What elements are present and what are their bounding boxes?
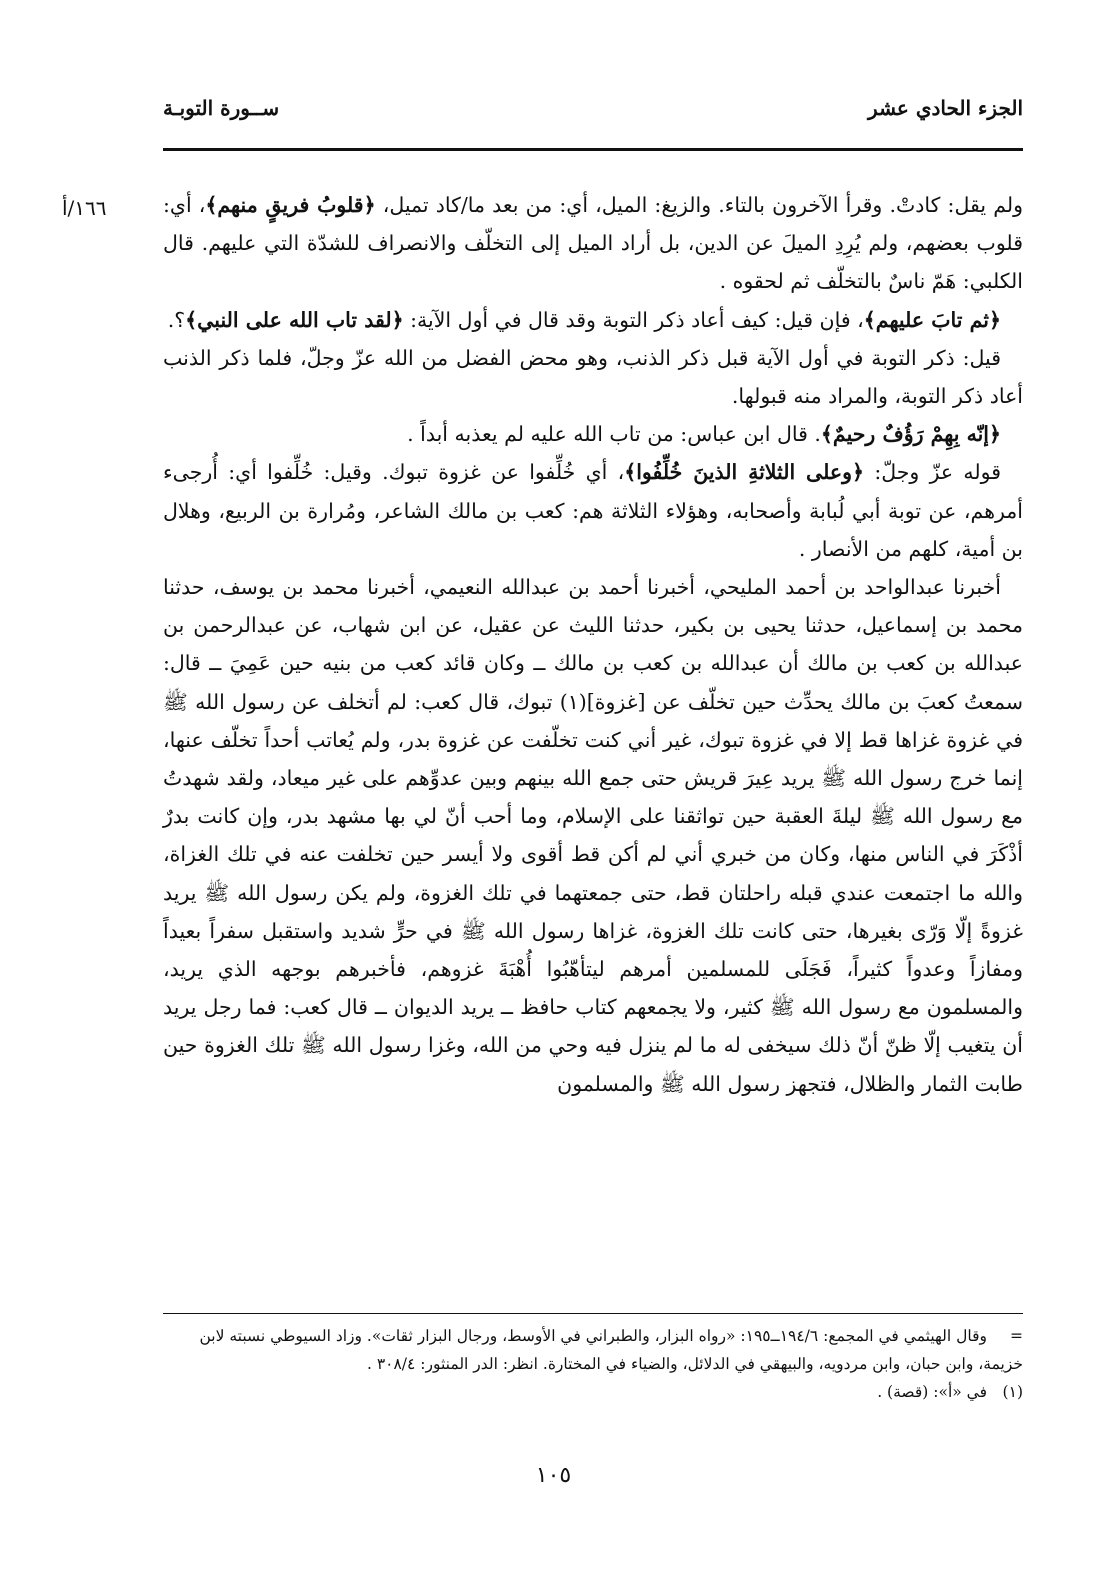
- text-segment: أخبرنا عبدالواحد بن أحمد المليحي، أخبرنا أحمد بن عبدالله النعيمي، أخبرنا محمد بن يوسف، حدثنا محمد بن إسماعيل، حدثنا يحيى بن بكير، حدثنا الليث عن عقيل، عن ابن شهاب، عن عبدالرحمن بن عبدالله بن كعب بن مالك أن عبدالله بن كعب بن مالك ــ وكان قائد كعب من بنيه حين عَمِيَ ــ قال: سمعتُ كعبَ بن مالك يحدِّث حين تخلّف عن [غزوة](١) تبوك، قال كعب: لم أتخلف عن رسول الله ﷺ في غزوة غزاها قط إلا في غزوة تبوك، غير أني كنت تخلّفت عن غزوة بدر، ولم يُعاتب أحداً تخلّف عنها، إنما خرج رسول الله ﷺ يريد عِيرَ قريش حتى جمع الله بينهم وبين عدوِّهم على غير ميعاد، ولقد شهدتُ مع رسول الله ﷺ ليلةَ العقبة حين تواثقنا على الإسلام، وما أحب أنّ لي بها مشهد بدر، وإن كانت بدرٌ أذْكَرَ في الناس منها، وكان من خبري أني لم أكن قط أقوى ولا أيسر حين تخلفت عنه في تلك الغزاة، والله ما اجتمعت عندي قبله راحلتان قط، حتى جمعتهما في تلك الغزوة، ولم يكن رسول الله ﷺ يريد غزوةً إلّا وَرّى بغيرها، حتى كانت تلك الغزوة، غزاها رسول الله ﷺ في حرٍّ شديد واستقبل سفراً بعيداً ومفازاً وعدواً كثيراً، فَجَلَى للمسلمين أمرهم ليتأهّبُوا أُهْبَةَ غزوهم، فأخبرهم بوجهه الذي يريد، والمسلمون مع رسول الله ﷺ كثير، ولا يجمعهم كتاب حافظ ــ يريد الديوان ــ قال كعب: فما رجل يريد أن يتغيب إلّا ظنّ أنّ ذلك سيخفى له ما لم ينزل فيه وحي من الله، وغزا رسول الله ﷺ تلك الغزوة حين طابت الثمار والظلال، فتجهز رسول الله ﷺ والمسلمون: [163, 575, 1023, 1096]
- running-head-part: الجزء الحادي عشر: [868, 96, 1023, 120]
- text-segment: ؟.: [167, 307, 186, 332]
- footnote-continuation: [163, 1322, 1023, 1378]
- paragraph: [163, 339, 1023, 415]
- quran-quote: ﴿قلوبُ فريقٍ منهم﴾: [205, 193, 376, 217]
- text-segment: ، أي: قلوب بعضهم، ولم يُرِدِ الميلَ عن الدين، بل أراد الميل إلى التخلّف والانصراف للشدّة التي عليهم. قال الكلبي: هَمّ ناسٌ بالتخلّف ثم لحقوه .: [163, 193, 1023, 294]
- quran-quote: ﴿لقد تاب الله على النبي﴾: [185, 307, 404, 332]
- footnote-1: [163, 1378, 1023, 1406]
- manuscript-folio-marker: ١٦٦/أ: [62, 196, 107, 220]
- paragraph: [163, 415, 1023, 453]
- footnote-continuation-text: وقال الهيثمي في المجمع: ١٩٤/٦ــ١٩٥: «رواه البزار، والطبراني في الأوسط، ورجال البزار ثقات». وزاد السيوطي نسبته لابن خزيمة، وابن حبان، وابن مردويه، والبيهقي في الدلائل، والضياء في المختارة. انظر: الدر المنثور: ٣٠٨/٤ .: [199, 1327, 1023, 1373]
- quran-quote: ﴿ثم تابَ عليهم﴾: [863, 307, 1001, 332]
- footnote-continuation-mark: =: [1010, 1327, 1023, 1345]
- paragraph: [163, 186, 1023, 301]
- paragraph: [163, 301, 1023, 339]
- text-segment: . قال ابن عباس: من تاب الله عليه لم يعذبه أبداً .: [407, 422, 821, 447]
- page-number: ١٠٥: [535, 1463, 572, 1488]
- footnotes: [163, 1313, 1023, 1406]
- text-segment: ، فإن قيل: كيف أعاد ذكر التوبة وقد قال في أول الآية:: [403, 307, 864, 332]
- paragraph: [163, 453, 1023, 568]
- quran-quote: ﴿إنّه بِهِمْ رَؤُفٌ رحيمٌ﴾: [820, 422, 1001, 447]
- page-header: [163, 90, 1023, 151]
- main-text: [163, 186, 1023, 1103]
- text-segment: قيل: ذكر التوبة في أول الآية قبل ذكر الذنب، وهو محض الفضل من الله عزّ وجلّ، فلما ذكر الذنب أعاد ذكر التوبة، والمراد منه قبولها.: [163, 345, 1023, 409]
- text-segment: قوله عزّ وجلّ:: [864, 460, 1001, 485]
- running-head-surah: ســورة التوبـة: [163, 96, 280, 120]
- quran-quote: ﴿وعلى الثلاثةِ الذينَ خُلِّفُوا﴾: [624, 460, 865, 485]
- text-segment: ولم يقل: كادتْ. وقرأ الآخرون بالتاء. والزيغ: الميل، أي: من بعد ما/كاد تميل،: [375, 193, 1023, 217]
- footnote-1-text: في «أ»: (قصة) .: [877, 1383, 987, 1401]
- text-segment: ، أي خُلِّفوا عن غزوة تبوك. وقيل: خُلِّفوا أي: أُرجىء أمرهم، عن توبة أبي لُبابة وأصحابه، وهؤلاء الثلاثة هم: كعب بن مالك الشاعر، ومُرارة بن الربيع، وهلال بن أمية، كلهم من الأنصار .: [163, 460, 1023, 561]
- paragraph: [163, 568, 1023, 1103]
- footnote-1-mark: (١): [1002, 1383, 1023, 1401]
